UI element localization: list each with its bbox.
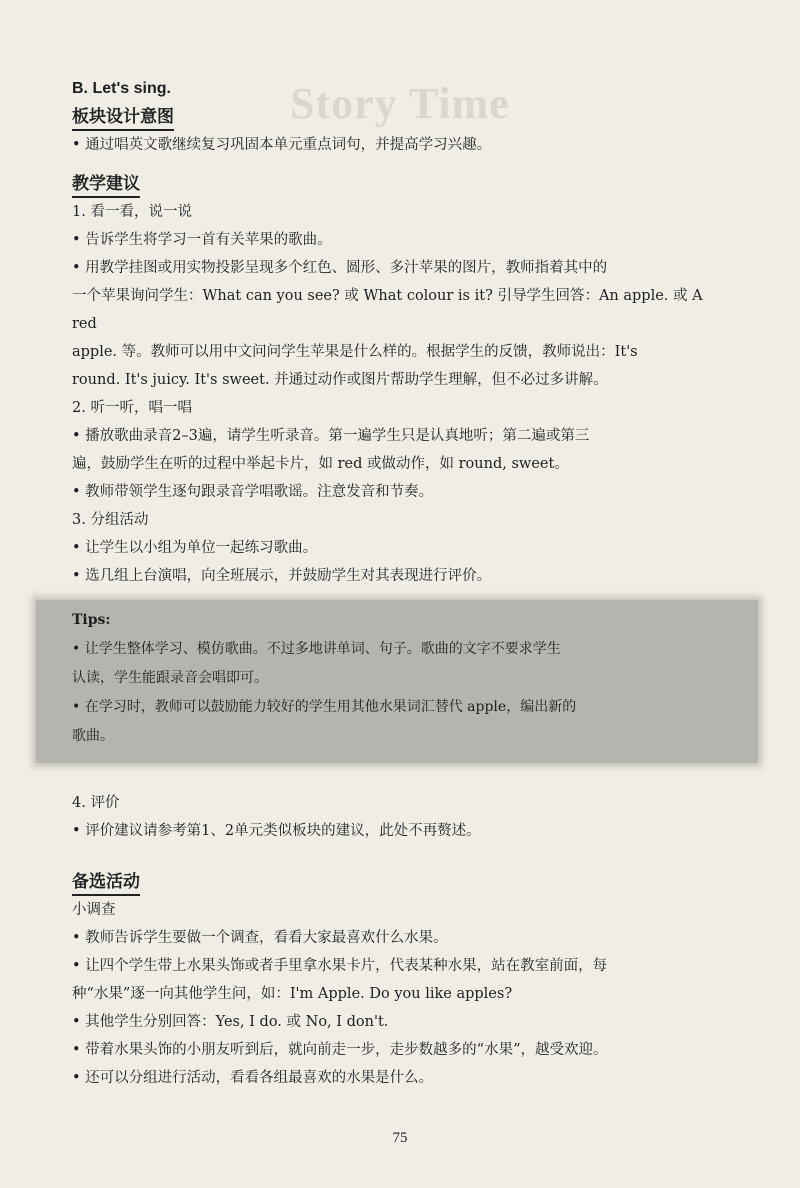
tips-title: Tips: [72, 612, 111, 628]
survey-line: • 带着水果头饰的小朋友听到后，就向前走一步，走步数越多的“水果”，越受欢迎。 [72, 1042, 608, 1058]
bleed-through-title: Story Time [290, 79, 510, 128]
tips-box [36, 600, 758, 763]
alternative-activity-section [72, 871, 722, 1092]
teaching-suggestions-heading: 教学建议 [72, 173, 140, 198]
survey-line: • 让四个学生带上水果头饰或者手里拿水果卡片，代表某种水果，站在教室前面，每 [72, 958, 608, 974]
design-intent-text: • 通过唱英文歌继续复习巩固本单元重点词句，并提高学习兴趣。 [72, 137, 492, 153]
step2-line: 遍，鼓励学生在听的过程中举起卡片，如 red 或做动作，如 round, sweet。 [72, 456, 569, 472]
evaluation-line: • 评价建议请参考第1、2单元类似板块的建议，此处不再赘述。 [72, 823, 481, 839]
survey-line: • 其他学生分别回答：Yes, I do. 或 No, I don't. [72, 1014, 389, 1030]
tips-line: 歌曲。 [72, 728, 114, 744]
evaluation-title: 4. 评价 [72, 795, 120, 811]
survey-line: • 教师告诉学生要做一个调查，看看大家最喜欢什么水果。 [72, 930, 448, 946]
step1-line: • 告诉学生将学习一首有关苹果的歌曲。 [72, 232, 332, 248]
step2-line: • 播放歌曲录音2–3遍，请学生听录音。第一遍学生只是认真地听；第二遍或第三 [72, 428, 590, 444]
page-number: 75 [392, 1130, 408, 1146]
step1-line: • 用教学挂图或用实物投影呈现多个红色、圆形、多汁苹果的图片，教师指着其中的 [72, 260, 608, 276]
step2-title: 2. 听一听，唱一唱 [72, 400, 192, 416]
survey-subtitle: 小调查 [72, 902, 116, 918]
tips-line: • 在学习时，教师可以鼓励能力较好的学生用其他水果词汇替代 apple，编出新的 [72, 699, 577, 715]
tips-line: • 让学生整体学习、模仿歌曲。不过多地讲单词、句子。歌曲的文字不要求学生 [72, 641, 561, 657]
tips-line: 认读，学生能跟录音会唱即可。 [72, 670, 268, 686]
step2-line: • 教师带领学生逐句跟录音学唱歌谣。注意发音和节奏。 [72, 484, 434, 500]
step1-line: round. It's juicy. It's sweet. 并通过动作或图片帮助学生理解，但不必过多讲解。 [72, 372, 608, 388]
survey-line: 种“水果”逐一向其他学生问，如：I'm Apple. Do you like apples? [72, 986, 513, 1002]
step1-title: 1. 看一看，说一说 [72, 204, 192, 220]
step1-line: 一个苹果询问学生：What can you see? 或 What colour is it? 引导学生回答：An apple. 或 A red [72, 288, 703, 332]
survey-line: • 还可以分组进行活动，看看各组最喜欢的水果是什么。 [72, 1070, 434, 1086]
evaluation-section [72, 789, 722, 845]
design-intent-section [72, 106, 722, 159]
step3-line: • 选几组上台演唱，向全班展示，并鼓励学生对其表现进行评价。 [72, 568, 492, 584]
alternative-activity-heading: 备选活动 [72, 871, 140, 896]
page-content [72, 78, 722, 1092]
step3-line: • 让学生以小组为单位一起练习歌曲。 [72, 540, 318, 556]
teaching-suggestions-section [72, 173, 722, 590]
step3-title: 3. 分组活动 [72, 512, 149, 528]
section-label: B. Let's sing. [72, 80, 171, 97]
design-intent-heading: 板块设计意图 [72, 106, 174, 131]
step1-line: apple. 等。教师可以用中文问问学生苹果是什么样的。根据学生的反馈，教师说出：It's [72, 344, 638, 360]
